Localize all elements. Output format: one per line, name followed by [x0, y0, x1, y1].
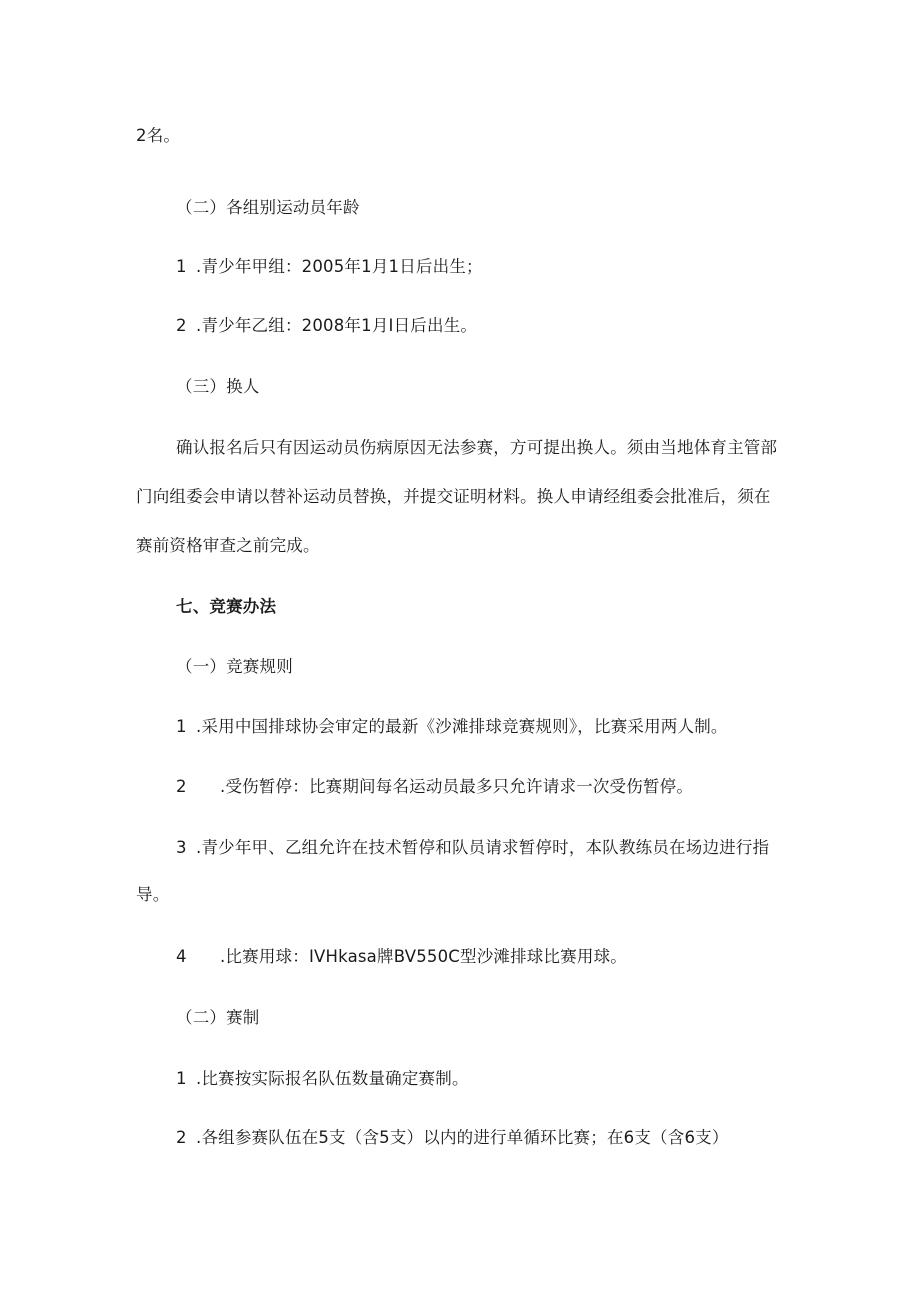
paragraph-substitution-line-2: 门向组委会申请以替补运动员替换，并提交证明材料。换人申请经组委会批准后，须在: [136, 487, 771, 506]
list-text: .各组参赛队伍在5支（含5支）以内的进行单循环比赛；在6支（含6支）: [196, 1128, 729, 1147]
list-item-format-2: [176, 1127, 729, 1149]
list-text: .采用中国排球协会审定的最新《沙滩排球竞赛规则》，比赛采用两人制。: [196, 717, 728, 736]
list-text: .青少年甲、乙组允许在技术暂停和队员请求暂停时，本队教练员在场边进行指: [196, 838, 770, 857]
section-heading-competition-method: 七、竞赛办法: [176, 597, 277, 616]
subheading-athlete-age: （二）各组别运动员年龄: [176, 198, 360, 217]
list-item-rule-1: [176, 716, 728, 738]
list-text: .比赛用球：IVHkasa牌BV550C型沙滩排球比赛用球。: [220, 947, 628, 966]
paragraph-continuation: 2名。: [136, 126, 181, 145]
list-text: .受伤暂停：比赛期间每名运动员最多只允许请求一次受伤暂停。: [220, 777, 694, 796]
list-item-rule-4: [176, 946, 627, 968]
list-text: .青少年乙组：2008年1月I日后出生。: [196, 316, 478, 335]
subheading-competition-format: （二）赛制: [176, 1008, 260, 1027]
subheading-substitution: （三）换人: [176, 377, 260, 396]
list-number: 3: [176, 838, 187, 857]
list-text: .比赛按实际报名队伍数量确定赛制。: [196, 1069, 469, 1088]
list-item-rule-3-continuation: 导。: [136, 885, 170, 904]
paragraph-substitution-line-3: 赛前资格审查之前完成。: [136, 536, 320, 555]
list-item-age-2: [176, 315, 477, 337]
subheading-competition-rules: （一）竞赛规则: [176, 657, 293, 676]
list-number: 4: [176, 947, 187, 966]
list-item-age-1: [176, 256, 483, 278]
list-number: 1: [176, 257, 187, 276]
list-number: 2: [176, 777, 187, 796]
list-item-rule-2: [176, 776, 693, 798]
list-number: 1: [176, 1069, 187, 1088]
list-item-rule-3: [176, 837, 769, 859]
list-item-format-1: [176, 1068, 469, 1090]
list-number: 2: [176, 1128, 187, 1147]
list-number: 2: [176, 316, 187, 335]
list-text: .青少年甲组：2005年1月1日后出生；: [196, 257, 483, 276]
list-number: 1: [176, 717, 187, 736]
paragraph-substitution-line-1: 确认报名后只有因运动员伤病原因无法参赛，方可提出换人。须由当地体育主管部: [176, 438, 778, 457]
